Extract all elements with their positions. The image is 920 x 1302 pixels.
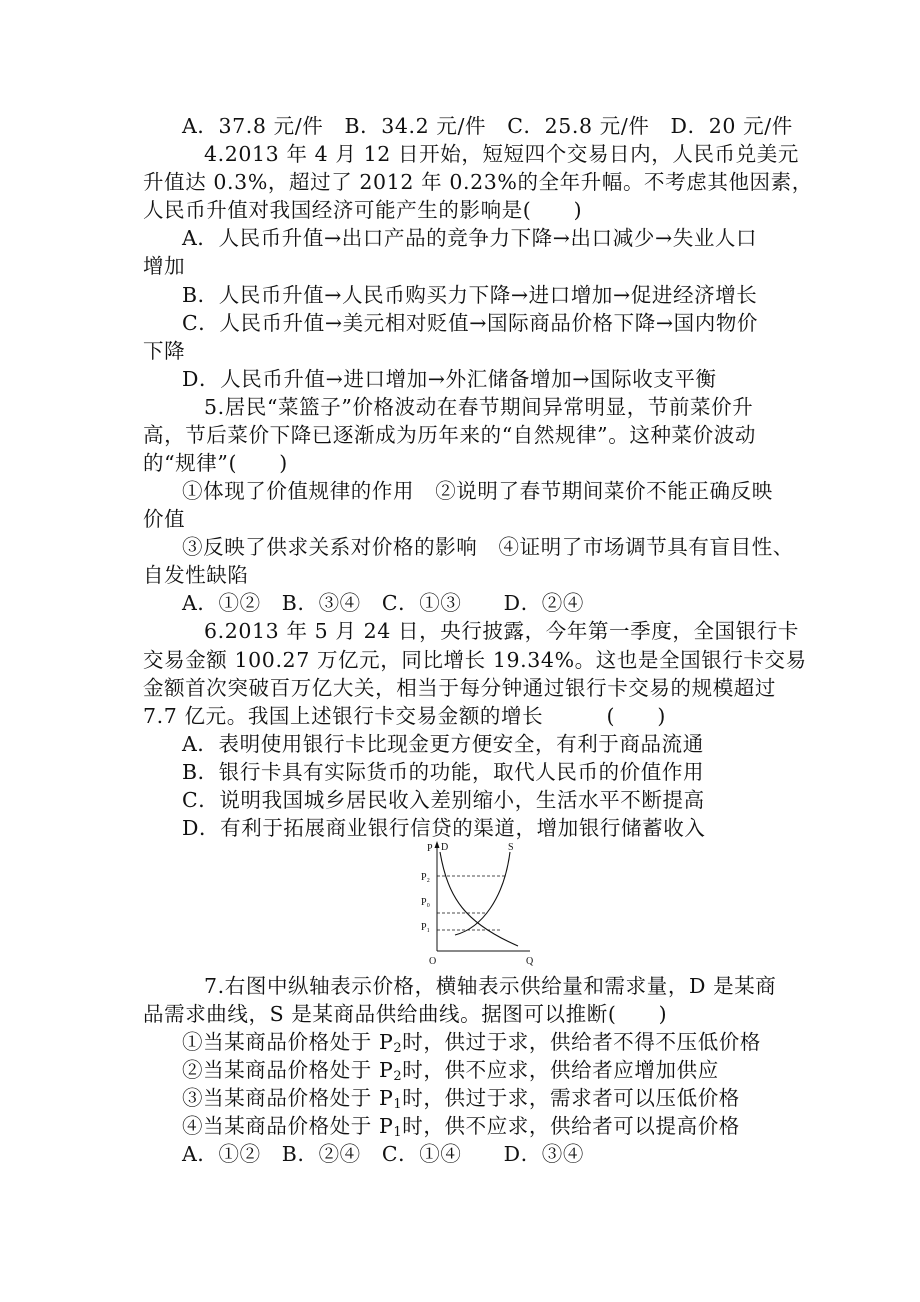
supply-curve — [455, 852, 510, 935]
q4-option-b: B．人民币升值→人民币购买力下降→进口增加→促进经济增长 — [182, 283, 758, 307]
origin-label: O — [429, 956, 437, 967]
price-axis-arrow — [435, 841, 440, 848]
q7-stem-line: 品需求曲线，S 是某商品供给曲线。据图可以推断( ) — [143, 1002, 668, 1026]
q6-stem-line: 金额首次突破百万亿大关，相当于每分钟通过银行卡交易的规模超过 — [143, 676, 776, 700]
q6-stem-line: 7.7 亿元。我国上述银行卡交易金额的增长 ( ) — [143, 704, 666, 728]
supply-demand-figure — [420, 838, 540, 970]
p2-label: P₂ — [421, 872, 431, 883]
q5-stem-line: 高，节后菜价下降已逐渐成为历年来的“自然规律”。这种菜价波动 — [143, 423, 756, 447]
q4-option-a: A．人民币升值→出口产品的竞争力下降→出口减少→失业人口 — [182, 226, 758, 250]
p-axis-label: P — [427, 843, 433, 854]
q5-options: A．①② B．③④ C．①③ D．②④ — [182, 591, 584, 615]
q7-statement-2: ②当某商品价格处于 $P_2$时，供不应求，供给者应增加供应 — [182, 1058, 719, 1084]
q4-option-c: C．人民币升值→美元相对贬值→国际商品价格下降→国内物价 — [182, 311, 759, 335]
q5-statements-12-cont: 价值 — [143, 507, 186, 531]
q5-stem-line: 5.居民“菜篮子”价格波动在春节期间异常明显，节前菜价升 — [204, 395, 754, 419]
q4-stem-line: 人民币升值对我国经济可能产生的影响是( ) — [143, 198, 583, 222]
q7-options: A．①② B．②④ C．①④ D．③④ — [182, 1142, 584, 1166]
q6-option-b: B．银行卡具有实际货币的功能，取代人民币的价值作用 — [182, 760, 705, 784]
q5-statements-12: ①体现了价值规律的作用 ②说明了春节期间菜价不能正确反映 — [182, 479, 773, 503]
q6-option-d: D．有利于拓展商业银行信贷的渠道，增加银行储蓄收入 — [182, 816, 706, 840]
q6-stem-line: 6.2013 年 5 月 24 日，央行披露，今年第一季度，全国银行卡 — [204, 619, 799, 643]
q7-statement-4: ④当某商品价格处于 $P_1$时，供不应求，供给者可以提高价格 — [182, 1114, 740, 1140]
q4-option-c-cont: 下降 — [143, 339, 186, 363]
q4-option-d: D．人民币升值→进口增加→外汇储备增加→国际收支平衡 — [182, 367, 717, 391]
q5-stem-line: 的“规律”( ) — [143, 451, 288, 475]
p1-label: P₁ — [421, 922, 431, 933]
q6-option-a: A．表明使用银行卡比现金更方便安全，有利于商品流通 — [182, 732, 704, 756]
q6-stem-line: 交易金额 100.27 万亿元，同比增长 19.34%。这也是全国银行卡交易 — [143, 648, 807, 672]
q-axis-label: Q — [526, 956, 534, 967]
p0-label: P₀ — [421, 897, 431, 908]
demand-label: D — [441, 842, 449, 853]
q5-statements-34-cont: 自发性缺陷 — [143, 563, 249, 587]
q4-stem-line: 4.2013 年 4 月 12 日开始，短短四个交易日内，人民币兑美元 — [204, 142, 799, 166]
q6-option-c: C．说明我国城乡居民收入差别缩小，生活水平不断提高 — [182, 788, 705, 812]
supply-label: S — [508, 842, 514, 853]
q7-statement-3: ③当某商品价格处于 $P_1$时，供过于求，需求者可以压低价格 — [182, 1086, 740, 1112]
q7-stem-line: 7.右图中纵轴表示价格，横轴表示供给量和需求量，D 是某商 — [204, 974, 777, 998]
q3-options: A．37.8 元/件 B．34.2 元/件 C．25.8 元/件 D．20 元/件 — [182, 114, 793, 138]
q5-statements-34: ③反映了供求关系对价格的影响 ④证明了市场调节具有盲目性、 — [182, 535, 794, 559]
demand-curve — [440, 852, 518, 946]
q4-option-a-cont: 增加 — [143, 254, 186, 278]
q4-stem-line: 升值达 0.3%，超过了 2012 年 0.23%的全年升幅。不考虑其他因素， — [143, 170, 813, 194]
q7-statement-1: ①当某商品价格处于 $P_2$时，供过于求，供给者不得不压低价格 — [182, 1030, 761, 1056]
